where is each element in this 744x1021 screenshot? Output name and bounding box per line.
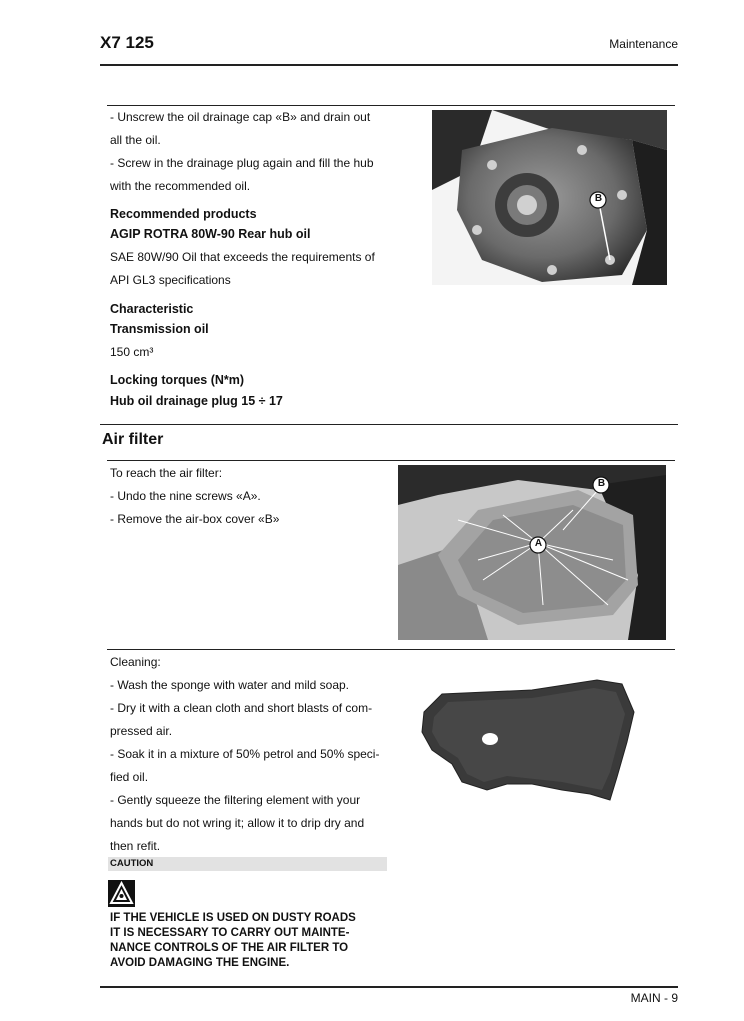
recommended-desc: API GL3 specifications (110, 273, 231, 287)
recommended-desc: SAE 80W/90 Oil that exceeds the requirements of (110, 250, 375, 264)
air-filter-title-rule (107, 460, 675, 461)
torque-heading: Locking torques (N*m) (110, 373, 245, 387)
header-rule (100, 64, 678, 66)
oil-text-line: all the oil. (110, 133, 161, 147)
cleaning-text-line: - Dry it with a clean cloth and short blasts of com- (110, 701, 373, 715)
characteristic-heading: Characteristic (110, 302, 194, 316)
oil-text-line: with the recommended oil. (110, 179, 251, 193)
air-filter-text-line: To reach the air filter: (110, 466, 223, 480)
air-filter-text-line: - Undo the nine screws «A». (110, 489, 261, 503)
characteristic-value: 150 cm³ (110, 345, 154, 359)
cleaning-text-line: fied oil. (110, 770, 149, 784)
warning-text-line: IT IS NECESSARY TO CARRY OUT MAINTE- (110, 927, 350, 939)
recommended-heading: Recommended products (110, 207, 257, 221)
oil-text-line: - Screw in the drainage plug again and fill the hub (110, 156, 374, 170)
cleaning-text-line: - Soak it in a mixture of 50% petrol and 50% speci- (110, 747, 380, 761)
recommended-product: AGIP ROTRA 80W-90 Rear hub oil (110, 227, 311, 241)
hub-photo-label-b: B (594, 193, 603, 204)
airbox-photo (398, 465, 666, 640)
warning-text-line: AVOID DAMAGING THE ENGINE. (110, 957, 290, 969)
cleaning-text-line: pressed air. (110, 724, 173, 738)
cleaning-text-line: - Gently squeeze the filtering element with your (110, 793, 361, 807)
footer-rule (100, 986, 678, 988)
oil-text-line: - Unscrew the oil drainage cap «B» and drain out (110, 110, 371, 124)
header-section: Maintenance (609, 37, 678, 51)
cleaning-text-line: hands but do not wring it; allow it to drip dry and (110, 816, 365, 830)
torque-value: Hub oil drainage plug 15 ÷ 17 (110, 394, 283, 408)
air-filter-text-line: - Remove the air-box cover «B» (110, 512, 280, 526)
header-model: X7 125 (100, 33, 154, 52)
warning-icon (108, 880, 135, 907)
airbox-photo-label-a: A (534, 538, 543, 549)
airbox-photo-label-b: B (597, 478, 606, 489)
air-filter-top-rule (100, 424, 678, 425)
sponge-filter-photo (412, 672, 642, 807)
cleaning-text-line: then refit. (110, 839, 161, 853)
characteristic-name: Transmission oil (110, 322, 209, 336)
warning-text-line: IF THE VEHICLE IS USED ON DUSTY ROADS (110, 912, 356, 924)
air-filter-title: Air filter (102, 431, 164, 448)
cleaning-top-rule (107, 649, 675, 650)
page-number: MAIN - 9 (630, 991, 678, 1005)
cleaning-text-line: - Wash the sponge with water and mild soap. (110, 678, 350, 692)
caution-label: CAUTION (110, 858, 154, 869)
cleaning-text-line: Cleaning: (110, 655, 161, 669)
hub-photo (432, 110, 667, 285)
warning-text-line: NANCE CONTROLS OF THE AIR FILTER TO (110, 942, 349, 954)
